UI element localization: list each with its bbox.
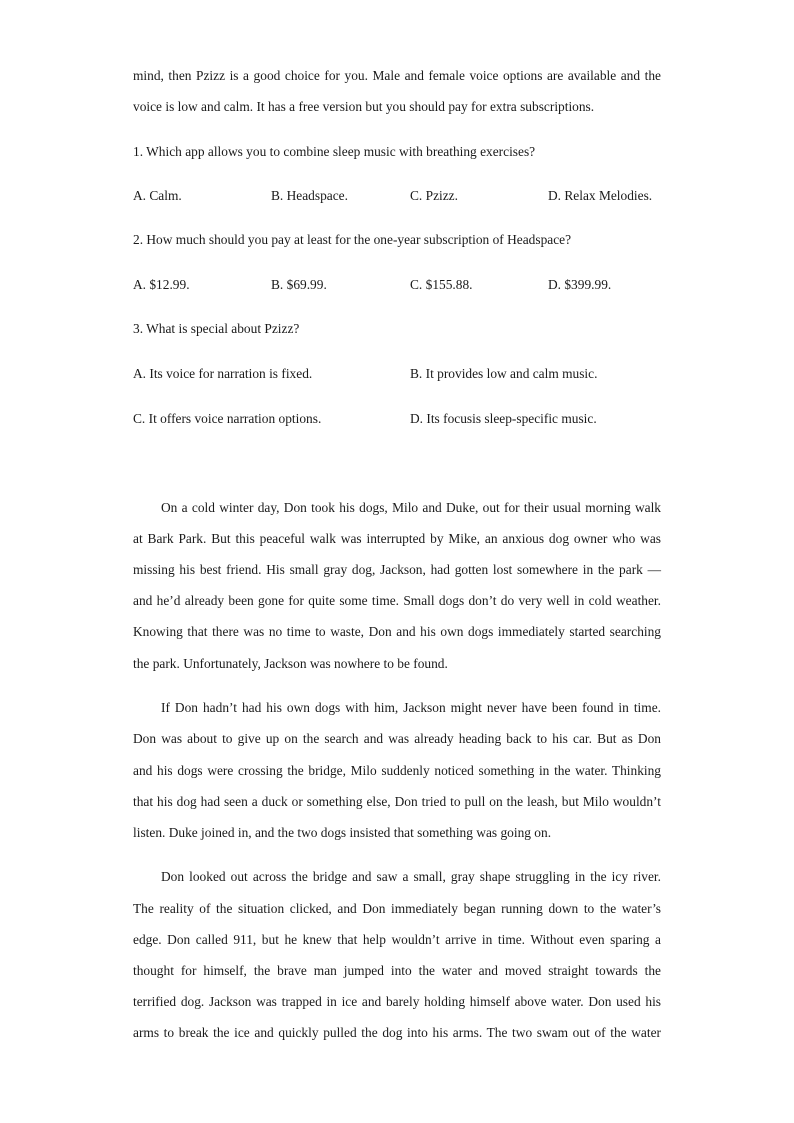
question-2-option-b: B. $69.99. [271,277,327,292]
passage-p3-line-2: The reality of the situation clicked, and Don immediately began running down to the water’s [133,901,661,916]
question-2-option-a: A. $12.99. [133,277,190,292]
question-3: 3. What is special about Pzizz? [133,321,300,336]
passage-p3-line-5: terrified dog. Jackson was trapped in ice and barely holding himself above water. Don used his [133,994,661,1009]
passage-p1-line-2: at Bark Park. But this peaceful walk was interrupted by Mike, an anxious dog owner who was [133,531,661,546]
question-1-option-c: C. Pzizz. [410,188,458,203]
question-1: 1. Which app allows you to combine sleep music with breathing exercises? [133,144,536,159]
passage-p2-line-3: and his dogs were crossing the bridge, Milo suddenly noticed something in the water. Thinking [133,763,661,778]
passage-p2-line-2: Don was about to give up on the search and was already heading back to his car. But as Don [133,731,661,746]
question-2: 2. How much should you pay at least for the one-year subscription of Headspace? [133,232,572,247]
question-3-option-c: C. It offers voice narration options. [133,411,322,426]
question-1-option-b: B. Headspace. [271,188,348,203]
passage-p2-line-1: If Don hadn’t had his own dogs with him, Jackson might never have been found in time. [161,700,661,715]
passage-p3-line-4: thought for himself, the brave man jumped into the water and moved straight towards the [133,963,661,978]
question-1-option-a: A. Calm. [133,188,182,203]
passage-p2-line-4: that his dog had seen a duck or something else, Don tried to pull on the leash, but Milo wouldn’t [133,794,661,809]
passage-p2-line-5: listen. Duke joined in, and the two dogs insisted that something was going on. [133,825,552,840]
passage-p1-line-1: On a cold winter day, Don took his dogs, Milo and Duke, out for their usual morning walk [161,500,661,515]
passage-p3-line-1: Don looked out across the bridge and saw a small, gray shape struggling in the icy river. [161,869,661,884]
intro-line-2: voice is low and calm. It has a free version but you should pay for extra subscriptions. [133,99,595,114]
passage-p1-line-3: missing his best friend. His small gray dog, Jackson, had gotten lost somewhere in the park — [133,562,661,577]
question-3-option-a: A. Its voice for narration is fixed. [133,366,313,381]
passage-p1-line-5: Knowing that there was no time to waste, Don and his own dogs immediately started searching [133,624,661,639]
question-3-option-d: D. Its focusis sleep-specific music. [410,411,597,426]
question-3-option-b: B. It provides low and calm music. [410,366,598,381]
passage-p3-line-6: arms to break the ice and quickly pulled the dog into his arms. The two swam out of the water [133,1025,661,1040]
question-1-option-d: D. Relax Melodies. [548,188,653,203]
intro-line-1: mind, then Pzizz is a good choice for you. Male and female voice options are available and the [133,68,661,83]
passage-p1-line-6: the park. Unfortunately, Jackson was nowhere to be found. [133,656,448,671]
passage-p3-line-3: edge. Don called 911, but he knew that help wouldn’t arrive in time. Without even sparing a [133,932,661,947]
passage-p1-line-4: and he’d already been gone for quite some time. Small dogs don’t do very well in cold weather. [133,593,661,608]
question-2-option-d: D. $399.99. [548,277,612,292]
question-2-option-c: C. $155.88. [410,277,473,292]
